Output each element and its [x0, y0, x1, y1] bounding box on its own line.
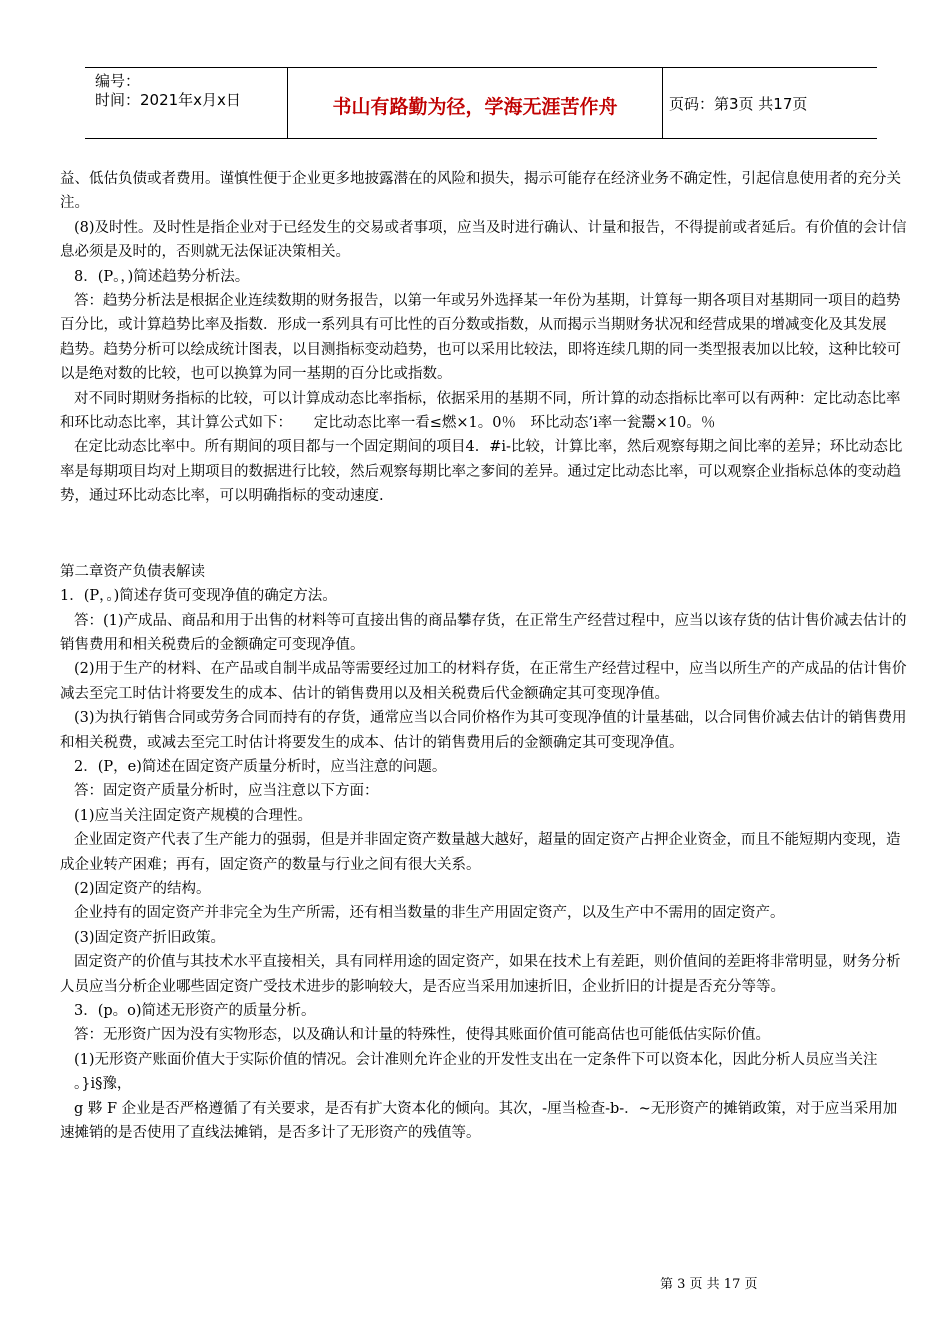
paragraph: g 夥 F 企业是否严格遵循了有关要求，是否有扩大资本化的倾向。其次，-厘当检查-b-．~无形资产的摊销政策，对于应当采用加速摊销的是否使用了直线法摊销，是否多计了无形资产的残值等。 [60, 1100, 898, 1142]
header-motto: 书山有路勤为径，学海无涯苦作舟 [332, 96, 618, 118]
paragraph: 对不同时期财务指标的比较，可以计算成动态比率指标，依据采用的基期不同，所计算的动态指标比率可以有两种：定比动态比率和环比动态比率，其计算公式如下： 定比动态比率一看≤燃×1。0％ 环比动态’i率一瓮鬻×10。％ [60, 390, 901, 432]
page-footer: 第 3 页 共 17 页 [660, 1277, 758, 1292]
document-time-label: 时间：2021年x月x日 [95, 91, 241, 109]
paragraph: (3)固定资产折旧政策。 [74, 929, 226, 946]
paragraph: (1)应当关注固定资产规模的合理性。 [74, 807, 313, 824]
paragraph: 。}i§豫， [74, 1076, 132, 1093]
chapter-heading: 第二章资产负债表解读 [60, 563, 205, 580]
question-heading: 2．(P，e)简述在固定资产质量分析时，应当注意的问题。 [74, 758, 447, 775]
paragraph: 答：无形资广因为没有实物形态，以及确认和计量的特殊性，使得其账面价值可能高估也可能低估实际价值。 [74, 1027, 770, 1044]
question-heading: 8．(P。，)简述趋势分析法。 [74, 268, 250, 285]
header-left-cell [85, 68, 287, 138]
section-gap [60, 509, 910, 560]
paragraph: (8)及时性。及时性是指企业对于已经发生的交易或者事项，应当及时进行确认、计量和报告，不得提前或者延后。有价值的会计信息必须是及时的，否则就无法保证决策相关。 [60, 219, 907, 261]
question-heading: 3．(p。o)简述无形资产的质量分析。 [74, 1003, 316, 1019]
question-heading: 1．(P，。)简述存货可变现净值的确定方法。 [60, 588, 337, 605]
header-page-label: 页码：第3页 共17页 [669, 95, 808, 113]
paragraph: (1)无形资产账面价值大于实际价值的情况。会计准则允许企业的开发性支出在一定条件下可以资本化，因此分析人员应当关注 [74, 1051, 878, 1068]
header-right-cell [662, 68, 877, 138]
paragraph: 答：趋势分析法是根据企业连续数期的财务报告，以第一年或另外选择某一年份为基期，计算每一期各项目对基期同一项目的趋势百分比，或计算趋势比率及指数．形成一系列具有可比性的百分数或指数，从而揭示当期财务状况和经营成果的增减变化及其发展 [60, 293, 901, 334]
paragraph: 答：固定资产质量分析时，应当注意以下方面： [74, 783, 379, 800]
paragraph: 答：(1)产成品、商品和用于出售的材料等可直接出售的商品攀存货，在正常生产经营过程中，应当以该存货的估计售价减去估计的销售费用和相关税费后的金额确定可变现净值。 [60, 612, 907, 653]
paragraph: 企业持有的固定资产并非完全为生产所需，还有相当数量的非生产用固定资产，以及生产中不需用的固定资产。 [74, 905, 785, 922]
paragraph: 益、低估负债或者费用。谨慎性便于企业更多地披露潜在的风险和损失，揭示可能存在经济业务不确定性，引起信息使用者的充分关注。 [60, 171, 901, 212]
document-body [60, 167, 910, 1145]
paragraph: (3)为执行销售合同或劳务合同而持有的存货，通常应当以合同价格作为其可变现净值的计量基础，以合同售价减去估计的销售费用和相关税费，或减去至完工时估计将要发生的成本、估计的销售费用后的金额确定其可变现净值。 [60, 710, 907, 751]
paragraph: 固定资产的价值与其技术水平直接相关，具有同样用途的固定资产，如果在技术上有差距，则价值间的差距将非常明显，财务分析人员应当分析企业哪些固定资广受技术进步的影响较大，是否应当采用加速折旧，企业折旧的计提是否充分等等。 [60, 954, 901, 995]
paragraph: 趋势。趋势分析可以绘成统计图表，以目测指标变动趋势，也可以采用比较法，即将连续几期的同一类型报表加以比较，这种比较可以是绝对数的比较，也可以换算为同一基期的百分比或指数。 [60, 341, 901, 383]
paragraph: (2)固定资产的结构。 [74, 880, 211, 897]
paragraph: (2)用于生产的材料、在产品或自制半成品等需要经过加工的材料存货，在正常生产经营过程中，应当以所生产的产成品的估计售价减去至完工时估计将要发生的成本、估计的销售费用以及相关税费后代金额确定其可变现净值。 [60, 661, 907, 702]
paragraph: 企业固定资产代表了生产能力的强弱，但是并非固定资产数量越大越好，超量的固定资产占押企业资金，而且不能短期内变现，造成企业转产困难；再有，固定资产的数量与行业之间有很大关系。 [60, 832, 901, 873]
paragraph: 在定比动态比率中。所有期间的项目都与一个固定期间的项目4．#i-比较，计算比率，然后观察每期之间比率的差异；环比动态比率是每期项目均对上期项目的数据进行比较，然后观察每期比率之奓间的差异。通过定比动态比率，可以观察企业指标总体的变动趋势，通过环比动态比率，可以明确指标的变动速度. [60, 439, 903, 505]
document-number-label: 编号： [95, 72, 141, 90]
page-header [85, 67, 877, 139]
header-middle-cell [287, 68, 663, 138]
